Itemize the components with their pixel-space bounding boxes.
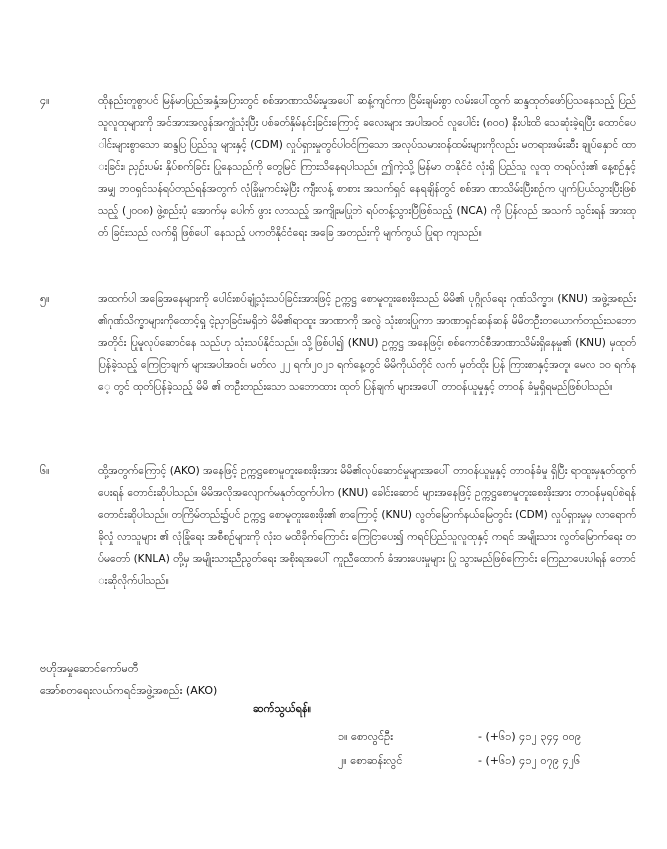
- contact-name: ၂။ စောဆန်းလွင်: [338, 754, 403, 767]
- paragraph-5: [40, 288, 636, 398]
- contact-name: ၁။ စောလွင်ဦး: [338, 730, 394, 743]
- paragraph-6: [40, 460, 636, 592]
- contact-phone: - (+၆၁) ၄၁၂ ၀၇၉ ၄၂၆: [478, 754, 581, 767]
- contact-entry: [338, 730, 582, 746]
- contact-heading: ဆက်သွယ်ရန်။: [253, 702, 312, 715]
- contact-entry: [338, 754, 581, 770]
- contact-phone: - (+၆၁) ၄၁၂ ၃၄၄ ၀၀၉: [478, 730, 582, 743]
- paragraph-4: [40, 90, 636, 244]
- paragraph-number: ၄။: [40, 94, 50, 107]
- committee-name: ဗဟိုအမှုဆောင်ကော်မတီ: [40, 662, 139, 675]
- signature-block: [40, 658, 636, 767]
- paragraph-text: အထက်ပါ အခြေအနေများကို ပေါင်းစပ်ချုံ့သုံးသပ်ခြင်းအားဖြင့် ဥက္ကဋ္ဌ စောမူတူးစေးဖိုးသည် မိမိ၏ ပုဂ္ဂိုလ်ရေး ဂုဏ်သိက္ခာ၊ (KNU) အဖွဲ့အစည်း၏ဂုဏ်သိက္ခာများကိုထောင့်ရှု ငဲ့ညှာခြင်းမရှိဘဲ မိမိ၏ရာထူး အာဏာကို အလွဲ သုံးစားပြုကာ အာဏာရှင်ဆန်ဆန် မိမိတဦးတယောက်တည်းသဘောအတိုင်း ပြုမူလုပ်ဆောင်နေ သည်ဟု သုံးသပ်နိုင်သည်။ သို့ဖြစ်ပါ၍ (KNU) ဥက္ကဋ္ဌ အနေဖြင့်၊ စစ်ကောင်စီအာဏာသိမ်းရှိနေမှု၏ (KNU) မှထုတ် ပြန်ခဲ့သည့် ကြေငြာချက် များအပါအဝင်၊ မတ်လ ၂၂ ရက်၊၂၀၂၁ ရက်နေ့တွင် မိမိကိုယ်တိုင် လက် မှတ်ထိုး ပြန် ကြားစာနှင့်အတူ၊ မေလ ၁၀ ရက်နေ့ တွင် ထုတ်ပြန်ခဲ့သည့် မိမိ ၏ တဦးတည်းသော သဘောထား ထုတ် ပြန်ချက် များအပေါ် တာဝန်ယူမှုနှင့် တာဝန် ခံမှုရှိရမည်ဖြစ်ပါသည်။: [98, 293, 636, 393]
- paragraph-text: ထို့အတွက်ကြောင့် (AKO) အနေဖြင့် ဥက္ကဋ္ဌစောမူတူးစေးဖိုးအား မိမိ၏လုပ်ဆောင်မှုများအပေါ် တာဝန်ယူမှုနှင့် တာဝန်ခံမှု ရှိပြီး ရာထူးမှနုတ်ထွက်ပေးရန် တောင်းဆိုပါသည်။ မိမိအလိုအလျောက်မနုတ်ထွက်ပါက (KNU) ခေါင်းဆောင် များအနေဖြင့် ဥက္ကဋ္ဌစောမူတူးစေးဖိုးအား တာဝန်မှရပ်စဲရန် တောင်းဆိုပါသည်။ တကြိမ်တည်း၌ပင် ဥက္ကဋ္ဌ စောမူတူးစေးဖိုး၏ စာကြောင့် (KNU) လွတ်မြောက်နယ်မြေတွင်း (CDM) လှုပ်ရှားမှုမှ လာရောက် ခိုလှုံ လာသူများ ၏ လုံခြုံရေး အစီစဉ်များကို လုံးဝ မထိခိုက်ကြောင်း ကြေငြာပေး၍ ကရင်ပြည်သူလူထုနှင့် ကရင် အမျိုးသား လွတ်မြောက်ရေး တပ်မတော် (KNLA) တို့မှ အမျိုးသားညီညွတ်ရေး အစိုးရအပေါ် ကူညီထောက် ခံအားပေးမှုများ ပြု သွားမည်ဖြစ်ကြောင်း ကြေညာပေးပါရန် တောင်းဆိုလိုက်ပါသည်။: [98, 465, 636, 587]
- paragraph-number: ၆။: [40, 464, 50, 477]
- paragraph-number: ၅။: [40, 292, 50, 305]
- paragraph-text: ထိုနည်းတူစွာပင် မြန်မာပြည်အနှံ့အပြားတွင် စစ်အာဏာသိမ်းမှုအပေါ် ဆန့်ကျင်ကာ ငြိမ်းချမ်းစွာ လမ်းပေါ်ထွက် ဆန္ဒထုတ်ဖော်ပြသနေသည့် ပြည်သူလူထုများကို အင်အားအလွန်အကျွံသုံးပြီး ပစ်ခတ်နှိမ်နင်းခြင်းကြောင့် ခလေးများ အပါအဝင် လူပေါင်း (၈၀၀) နီးပါးထိ သေဆုံးခဲ့ရပြီး ထောင်ပေါင်းများစွာသော ဆန္ဒပြ ပြည်သူ များနှင့် (CDM) လှုပ်ရှားမှုတွင်ပါဝင်ကြသော အလုပ်သမားဝန်ထမ်းများကိုလည်း မတရားဖမ်းဆီး ချုပ်နှောင် ထားခြင်း၊ ညှဉ်းပမ်း နှိပ်စက်ခြင်း ပြုနေသည်ကို တွေမြင် ကြားသိနေရပါသည်။ ဤကဲ့သို့ မြန်မာ တနိုင်ငံ လုံးရှိ ပြည်သူ လူထု တရပ်လုံး၏ နေ့စဉ်နှင့်အမျှ ဘဝရှင်သန်ရပ်တည်ရန်အတွက် လုံခြုံမှုကင်းမဲ့ပြီး ကျီးလန့် စာစား အသက်ရှင် နေရချိန်တွင် စစ်အာ ဏာသိမ်းပြီးစဉ်က ပျက်ပြယ်သွားပြီးဖြစ်သည့် (၂၀၀၈) ဖွဲ့စည်းပုံ အောက်မှ ပေါက် ဖွား လာသည့် အကျိုးမပြုဘဲ ရပ်တန့်သွားပြီဖြစ်သည့် (NCA) ကို ပြန်လည် အသက် သွင်းရန် အားထုတ် ခြင်းသည် လက်ရှိ ဖြစ်ပေါ် နေသည့် ပကတိနိုင်ငံရေး အခြေ အတည်းကို မျက်ကွယ် ပြုရာ ကျသည်။: [98, 95, 636, 239]
- organization-name: အော်စတရေးလယ်ကရင်အဖွဲ့အစည်း (AKO): [40, 684, 218, 697]
